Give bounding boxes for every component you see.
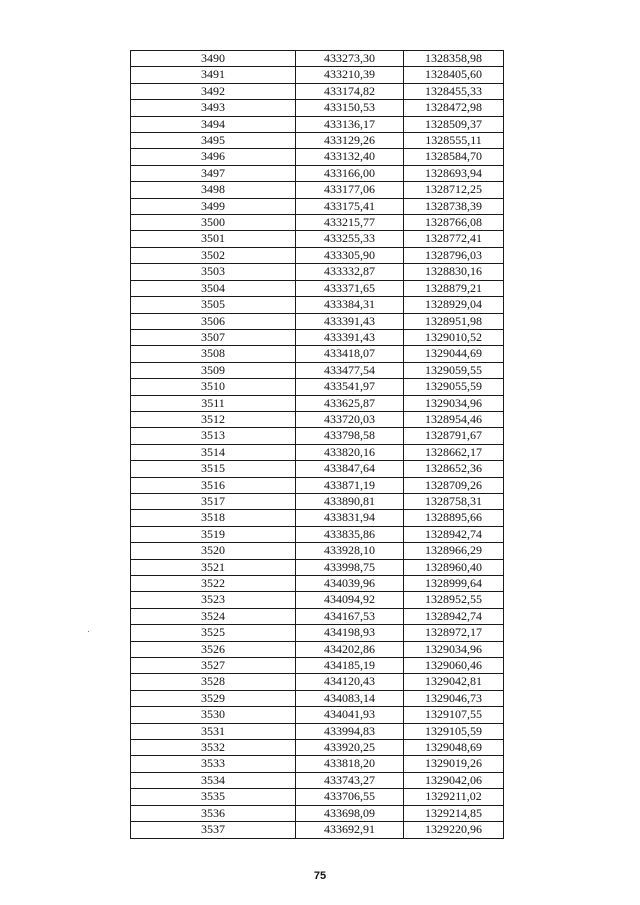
- point-number-cell: 3517: [131, 493, 296, 509]
- x-coordinate-cell: 433136,17: [296, 116, 404, 132]
- point-number-cell: 3519: [131, 526, 296, 542]
- y-coordinate-cell: 1329214,85: [404, 805, 504, 821]
- y-coordinate-cell: 1329042,06: [404, 772, 504, 788]
- x-coordinate-cell: 433706,55: [296, 789, 404, 805]
- table-row: [131, 805, 504, 821]
- y-coordinate-cell: 1329059,55: [404, 362, 504, 378]
- x-coordinate-cell: 433273,30: [296, 51, 404, 67]
- table-row: [131, 461, 504, 477]
- y-coordinate-cell: 1328951,98: [404, 313, 504, 329]
- point-number-cell: 3528: [131, 674, 296, 690]
- x-coordinate-cell: 433391,43: [296, 313, 404, 329]
- y-coordinate-cell: 1328954,46: [404, 411, 504, 427]
- table-row: [131, 297, 504, 313]
- x-coordinate-cell: 433210,39: [296, 67, 404, 83]
- x-coordinate-cell: 433305,90: [296, 247, 404, 263]
- x-coordinate-cell: 433129,26: [296, 133, 404, 149]
- point-number-cell: 3494: [131, 116, 296, 132]
- y-coordinate-cell: 1328972,17: [404, 625, 504, 641]
- x-coordinate-cell: 433177,06: [296, 182, 404, 198]
- point-number-cell: 3493: [131, 100, 296, 116]
- table-row: [131, 707, 504, 723]
- table-row: [131, 51, 504, 67]
- point-number-cell: 3509: [131, 362, 296, 378]
- x-coordinate-cell: 433798,58: [296, 428, 404, 444]
- table-row: [131, 493, 504, 509]
- x-coordinate-cell: 433928,10: [296, 543, 404, 559]
- x-coordinate-cell: 433371,65: [296, 280, 404, 296]
- table-row: [131, 100, 504, 116]
- point-number-cell: 3491: [131, 67, 296, 83]
- y-coordinate-cell: 1328830,16: [404, 264, 504, 280]
- y-coordinate-cell: 1329034,96: [404, 641, 504, 657]
- y-coordinate-cell: 1328652,36: [404, 461, 504, 477]
- table-row: [131, 576, 504, 592]
- coordinates-table-body: [131, 51, 504, 839]
- table-row: [131, 346, 504, 362]
- point-number-cell: 3508: [131, 346, 296, 362]
- table-row: [131, 149, 504, 165]
- y-coordinate-cell: 1328942,74: [404, 608, 504, 624]
- coordinates-table: [130, 50, 504, 839]
- x-coordinate-cell: 433743,27: [296, 772, 404, 788]
- y-coordinate-cell: 1328929,04: [404, 297, 504, 313]
- point-number-cell: 3521: [131, 559, 296, 575]
- x-coordinate-cell: 433847,64: [296, 461, 404, 477]
- x-coordinate-cell: 434039,96: [296, 576, 404, 592]
- table-row: [131, 772, 504, 788]
- point-number-cell: 3506: [131, 313, 296, 329]
- point-number-cell: 3499: [131, 198, 296, 214]
- x-coordinate-cell: 433332,87: [296, 264, 404, 280]
- x-coordinate-cell: 433820,16: [296, 444, 404, 460]
- y-coordinate-cell: 1328966,29: [404, 543, 504, 559]
- x-coordinate-cell: 434185,19: [296, 658, 404, 674]
- table-row: [131, 411, 504, 427]
- y-coordinate-cell: 1329105,59: [404, 723, 504, 739]
- table-row: [131, 543, 504, 559]
- point-number-cell: 3526: [131, 641, 296, 657]
- point-number-cell: 3522: [131, 576, 296, 592]
- y-coordinate-cell: 1329042,81: [404, 674, 504, 690]
- y-coordinate-cell: 1328472,98: [404, 100, 504, 116]
- point-number-cell: 3496: [131, 149, 296, 165]
- point-number-cell: 3510: [131, 379, 296, 395]
- x-coordinate-cell: 433871,19: [296, 477, 404, 493]
- y-coordinate-cell: 1328766,08: [404, 215, 504, 231]
- point-number-cell: 3515: [131, 461, 296, 477]
- table-row: [131, 592, 504, 608]
- x-coordinate-cell: 433150,53: [296, 100, 404, 116]
- point-number-cell: 3501: [131, 231, 296, 247]
- table-row: [131, 329, 504, 345]
- y-coordinate-cell: 1328942,74: [404, 526, 504, 542]
- point-number-cell: 3514: [131, 444, 296, 460]
- x-coordinate-cell: 433720,03: [296, 411, 404, 427]
- table-row: [131, 444, 504, 460]
- table-row: [131, 247, 504, 263]
- table-row: [131, 280, 504, 296]
- point-number-cell: 3531: [131, 723, 296, 739]
- point-number-cell: 3504: [131, 280, 296, 296]
- table-row: [131, 559, 504, 575]
- x-coordinate-cell: 433477,54: [296, 362, 404, 378]
- table-row: [131, 83, 504, 99]
- table-row: [131, 658, 504, 674]
- x-coordinate-cell: 433692,91: [296, 822, 404, 838]
- table-row: [131, 510, 504, 526]
- y-coordinate-cell: 1328879,21: [404, 280, 504, 296]
- y-coordinate-cell: 1328738,39: [404, 198, 504, 214]
- table-row: [131, 789, 504, 805]
- y-coordinate-cell: 1328405,60: [404, 67, 504, 83]
- table-row: [131, 608, 504, 624]
- table-row: [131, 526, 504, 542]
- y-coordinate-cell: 1329220,96: [404, 822, 504, 838]
- point-number-cell: 3537: [131, 822, 296, 838]
- table-row: [131, 395, 504, 411]
- x-coordinate-cell: 433384,31: [296, 297, 404, 313]
- point-number-cell: 3527: [131, 658, 296, 674]
- y-coordinate-cell: 1328584,70: [404, 149, 504, 165]
- table-row: [131, 674, 504, 690]
- table-row: [131, 67, 504, 83]
- table-row: [131, 723, 504, 739]
- point-number-cell: 3525: [131, 625, 296, 641]
- y-coordinate-cell: 1328772,41: [404, 231, 504, 247]
- x-coordinate-cell: 433132,40: [296, 149, 404, 165]
- x-coordinate-cell: 433166,00: [296, 165, 404, 181]
- y-coordinate-cell: 1328999,64: [404, 576, 504, 592]
- point-number-cell: 3524: [131, 608, 296, 624]
- table-row: [131, 690, 504, 706]
- point-number-cell: 3530: [131, 707, 296, 723]
- scan-speck: [88, 631, 89, 632]
- y-coordinate-cell: 1329211,02: [404, 789, 504, 805]
- table-row: [131, 198, 504, 214]
- y-coordinate-cell: 1328796,03: [404, 247, 504, 263]
- y-coordinate-cell: 1328952,55: [404, 592, 504, 608]
- x-coordinate-cell: 433541,97: [296, 379, 404, 395]
- x-coordinate-cell: 433418,07: [296, 346, 404, 362]
- y-coordinate-cell: 1329019,26: [404, 756, 504, 772]
- x-coordinate-cell: 433890,81: [296, 493, 404, 509]
- x-coordinate-cell: 433998,75: [296, 559, 404, 575]
- x-coordinate-cell: 433255,33: [296, 231, 404, 247]
- y-coordinate-cell: 1329034,96: [404, 395, 504, 411]
- x-coordinate-cell: 433698,09: [296, 805, 404, 821]
- table-row: [131, 756, 504, 772]
- point-number-cell: 3500: [131, 215, 296, 231]
- table-row: [131, 165, 504, 181]
- point-number-cell: 3520: [131, 543, 296, 559]
- x-coordinate-cell: 433174,82: [296, 83, 404, 99]
- table-row: [131, 641, 504, 657]
- y-coordinate-cell: 1328455,33: [404, 83, 504, 99]
- x-coordinate-cell: 433391,43: [296, 329, 404, 345]
- table-row: [131, 822, 504, 838]
- y-coordinate-cell: 1329107,55: [404, 707, 504, 723]
- point-number-cell: 3535: [131, 789, 296, 805]
- y-coordinate-cell: 1328662,17: [404, 444, 504, 460]
- y-coordinate-cell: 1329044,69: [404, 346, 504, 362]
- y-coordinate-cell: 1328960,40: [404, 559, 504, 575]
- x-coordinate-cell: 434041,93: [296, 707, 404, 723]
- table-row: [131, 215, 504, 231]
- point-number-cell: 3507: [131, 329, 296, 345]
- x-coordinate-cell: 433835,86: [296, 526, 404, 542]
- table-row: [131, 740, 504, 756]
- x-coordinate-cell: 433818,20: [296, 756, 404, 772]
- x-coordinate-cell: 434083,14: [296, 690, 404, 706]
- x-coordinate-cell: 433920,25: [296, 740, 404, 756]
- y-coordinate-cell: 1328712,25: [404, 182, 504, 198]
- table-row: [131, 625, 504, 641]
- point-number-cell: 3511: [131, 395, 296, 411]
- table-row: [131, 313, 504, 329]
- x-coordinate-cell: 433831,94: [296, 510, 404, 526]
- point-number-cell: 3492: [131, 83, 296, 99]
- point-number-cell: 3495: [131, 133, 296, 149]
- y-coordinate-cell: 1328758,31: [404, 493, 504, 509]
- table-row: [131, 428, 504, 444]
- table-row: [131, 182, 504, 198]
- y-coordinate-cell: 1328791,67: [404, 428, 504, 444]
- point-number-cell: 3518: [131, 510, 296, 526]
- table-row: [131, 231, 504, 247]
- y-coordinate-cell: 1328358,98: [404, 51, 504, 67]
- point-number-cell: 3497: [131, 165, 296, 181]
- point-number-cell: 3505: [131, 297, 296, 313]
- x-coordinate-cell: 433625,87: [296, 395, 404, 411]
- point-number-cell: 3534: [131, 772, 296, 788]
- point-number-cell: 3512: [131, 411, 296, 427]
- point-number-cell: 3529: [131, 690, 296, 706]
- point-number-cell: 3516: [131, 477, 296, 493]
- y-coordinate-cell: 1328709,26: [404, 477, 504, 493]
- point-number-cell: 3533: [131, 756, 296, 772]
- y-coordinate-cell: 1329055,59: [404, 379, 504, 395]
- y-coordinate-cell: 1328509,37: [404, 116, 504, 132]
- table-row: [131, 116, 504, 132]
- point-number-cell: 3513: [131, 428, 296, 444]
- point-number-cell: 3498: [131, 182, 296, 198]
- x-coordinate-cell: 434198,93: [296, 625, 404, 641]
- table-row: [131, 379, 504, 395]
- point-number-cell: 3536: [131, 805, 296, 821]
- y-coordinate-cell: 1328895,66: [404, 510, 504, 526]
- x-coordinate-cell: 433175,41: [296, 198, 404, 214]
- y-coordinate-cell: 1329048,69: [404, 740, 504, 756]
- table-row: [131, 133, 504, 149]
- point-number-cell: 3532: [131, 740, 296, 756]
- page-number: 75: [313, 870, 327, 882]
- y-coordinate-cell: 1329010,52: [404, 329, 504, 345]
- x-coordinate-cell: 433994,83: [296, 723, 404, 739]
- table-row: [131, 264, 504, 280]
- y-coordinate-cell: 1329046,73: [404, 690, 504, 706]
- table-row: [131, 362, 504, 378]
- y-coordinate-cell: 1328693,94: [404, 165, 504, 181]
- x-coordinate-cell: 434120,43: [296, 674, 404, 690]
- table-row: [131, 477, 504, 493]
- y-coordinate-cell: 1328555,11: [404, 133, 504, 149]
- y-coordinate-cell: 1329060,46: [404, 658, 504, 674]
- point-number-cell: 3490: [131, 51, 296, 67]
- point-number-cell: 3523: [131, 592, 296, 608]
- x-coordinate-cell: 434094,92: [296, 592, 404, 608]
- point-number-cell: 3502: [131, 247, 296, 263]
- x-coordinate-cell: 434167,53: [296, 608, 404, 624]
- x-coordinate-cell: 433215,77: [296, 215, 404, 231]
- point-number-cell: 3503: [131, 264, 296, 280]
- x-coordinate-cell: 434202,86: [296, 641, 404, 657]
